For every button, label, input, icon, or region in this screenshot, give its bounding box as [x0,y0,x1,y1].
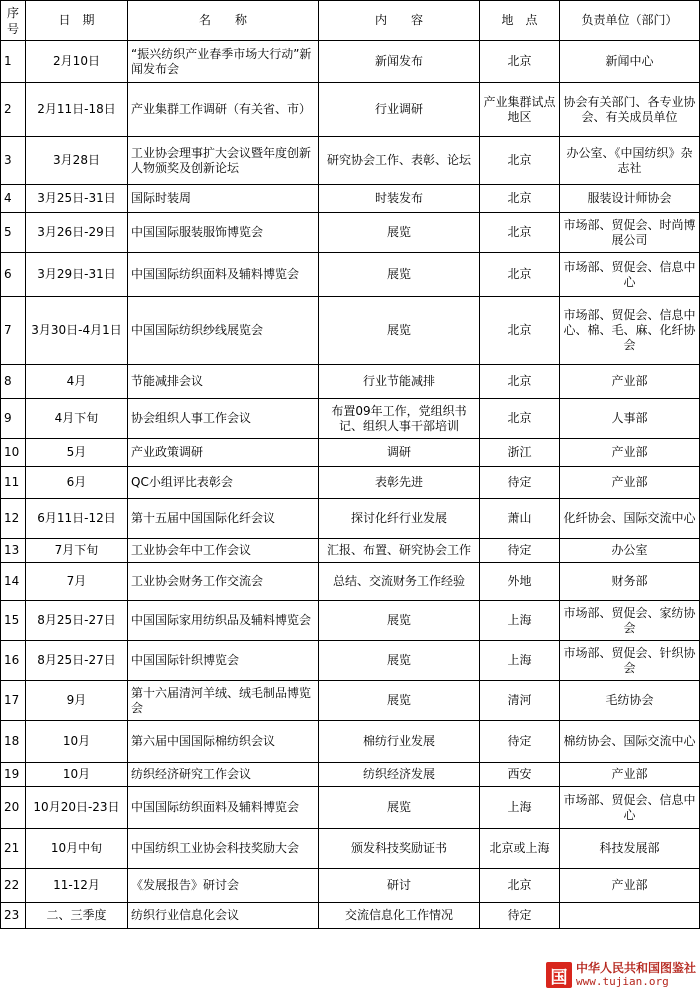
cell-place: 上海 [480,787,560,829]
cell-unit: 办公室 [560,539,700,563]
cell-date: 10月 [26,721,128,763]
cell-no: 18 [1,721,26,763]
cell-place: 北京 [480,297,560,365]
header-date: 日 期 [26,1,128,41]
cell-name: 工业协会年中工作会议 [128,539,319,563]
cell-unit: 新闻中心 [560,41,700,83]
cell-content: 纺织经济发展 [319,763,480,787]
cell-place: 待定 [480,539,560,563]
cell-content: 展览 [319,601,480,641]
table-row [1,399,700,439]
watermark [546,960,698,990]
cell-date: 2月10日 [26,41,128,83]
header-row [1,1,700,41]
cell-name: 中国国际针织博览会 [128,641,319,681]
cell-content: 展览 [319,297,480,365]
cell-content: 调研 [319,439,480,467]
watermark-url: www.tujian.org [576,975,669,988]
cell-date: 8月25日-27日 [26,641,128,681]
cell-name: 国际时装周 [128,185,319,213]
cell-no: 14 [1,563,26,601]
cell-unit: 办公室、《中国纺织》杂志社 [560,137,700,185]
cell-unit: 产业部 [560,365,700,399]
cell-unit: 市场部、贸促会、家纺协会 [560,601,700,641]
cell-name: 中国国际纺织面料及辅料博览会 [128,253,319,297]
cell-unit: 市场部、贸促会、信息中心、棉、毛、麻、化纤协会 [560,297,700,365]
cell-content: 总结、交流财务工作经验 [319,563,480,601]
table-row [1,787,700,829]
table-row [1,499,700,539]
cell-date: 7月下旬 [26,539,128,563]
table-row [1,213,700,253]
cell-name: 第十五届中国国际化纤会议 [128,499,319,539]
cell-no: 9 [1,399,26,439]
table-row [1,563,700,601]
cell-unit: 科技发展部 [560,829,700,869]
cell-no: 16 [1,641,26,681]
cell-name: 工业协会财务工作交流会 [128,563,319,601]
cell-no: 17 [1,681,26,721]
cell-unit: 协会有关部门、各专业协会、有关成员单位 [560,83,700,137]
cell-place: 清河 [480,681,560,721]
cell-date: 3月29日-31日 [26,253,128,297]
cell-unit: 产业部 [560,869,700,903]
cell-date: 10月 [26,763,128,787]
table-row [1,829,700,869]
header-name: 名 称 [128,1,319,41]
cell-name: 工业协会理事扩大会议暨年度创新人物颁奖及创新论坛 [128,137,319,185]
header-no: 序号 [1,1,26,41]
cell-content: 展览 [319,253,480,297]
cell-content: 棉纺行业发展 [319,721,480,763]
cell-place: 北京 [480,365,560,399]
table-row [1,83,700,137]
table-row [1,539,700,563]
cell-name: 产业政策调研 [128,439,319,467]
cell-unit: 产业部 [560,763,700,787]
cell-no: 15 [1,601,26,641]
cell-name: 纺织行业信息化会议 [128,903,319,929]
cell-date: 3月30日-4月1日 [26,297,128,365]
cell-unit [560,903,700,929]
table-row [1,137,700,185]
cell-place: 待定 [480,903,560,929]
cell-place: 浙江 [480,439,560,467]
cell-content: 展览 [319,787,480,829]
watermark-name: 中华人民共和国图鉴社 [576,961,697,975]
cell-content: 展览 [319,641,480,681]
cell-no: 20 [1,787,26,829]
cell-unit: 化纤协会、国际交流中心 [560,499,700,539]
table-row [1,467,700,499]
cell-unit: 产业部 [560,467,700,499]
cell-content: 时装发布 [319,185,480,213]
cell-no: 8 [1,365,26,399]
cell-no: 2 [1,83,26,137]
table-row [1,869,700,903]
cell-date: 3月28日 [26,137,128,185]
cell-date: 2月11日-18日 [26,83,128,137]
cell-no: 21 [1,829,26,869]
cell-name: 中国国际家用纺织品及辅料博览会 [128,601,319,641]
table-row [1,601,700,641]
cell-no: 11 [1,467,26,499]
cell-content: 交流信息化工作情况 [319,903,480,929]
cell-unit: 市场部、贸促会、时尚博展公司 [560,213,700,253]
cell-place: 北京 [480,137,560,185]
cell-name: 中国国际服装服饰博览会 [128,213,319,253]
cell-date: 4月下旬 [26,399,128,439]
table-row [1,721,700,763]
cell-place: 产业集群试点地区 [480,83,560,137]
cell-place: 北京 [480,41,560,83]
cell-date: 8月25日-27日 [26,601,128,641]
cell-no: 5 [1,213,26,253]
cell-name: 第六届中国国际棉纺织会议 [128,721,319,763]
cell-date: 6月11日-12日 [26,499,128,539]
cell-no: 1 [1,41,26,83]
cell-name: 《发展报告》研讨会 [128,869,319,903]
cell-name: 第十六届清河羊绒、绒毛制品博览会 [128,681,319,721]
cell-place: 北京 [480,213,560,253]
cell-place: 待定 [480,467,560,499]
cell-unit: 毛纺协会 [560,681,700,721]
table-row [1,297,700,365]
cell-name: 纺织经济研究工作会议 [128,763,319,787]
cell-place: 待定 [480,721,560,763]
cell-date: 10月中旬 [26,829,128,869]
cell-name: “振兴纺织产业春季市场大行动”新闻发布会 [128,41,319,83]
cell-place: 北京 [480,399,560,439]
cell-content: 展览 [319,213,480,253]
cell-name: 中国国际纺织纱线展览会 [128,297,319,365]
header-unit: 负责单位（部门） [560,1,700,41]
cell-content: 布置09年工作，党组织书记、组织人事干部培训 [319,399,480,439]
cell-no: 12 [1,499,26,539]
tujian-logo-icon: 国 [546,962,572,988]
cell-place: 北京 [480,185,560,213]
cell-date: 3月25日-31日 [26,185,128,213]
cell-content: 研究协会工作、表彰、论坛 [319,137,480,185]
header-place: 地 点 [480,1,560,41]
cell-no: 10 [1,439,26,467]
table-row [1,903,700,929]
cell-date: 5月 [26,439,128,467]
cell-name: 节能减排会议 [128,365,319,399]
cell-date: 二、三季度 [26,903,128,929]
cell-place: 萧山 [480,499,560,539]
table-row [1,763,700,787]
table-row [1,41,700,83]
table-row [1,681,700,721]
cell-content: 颁发科技奖励证书 [319,829,480,869]
cell-unit: 市场部、贸促会、针织协会 [560,641,700,681]
cell-name: 中国纺织工业协会科技奖励大会 [128,829,319,869]
cell-unit: 服装设计师协会 [560,185,700,213]
cell-content: 汇报、布置、研究协会工作 [319,539,480,563]
cell-content: 表彰先进 [319,467,480,499]
cell-place: 上海 [480,601,560,641]
cell-name: 中国国际纺织面料及辅料博览会 [128,787,319,829]
cell-content: 展览 [319,681,480,721]
cell-unit: 市场部、贸促会、信息中心 [560,787,700,829]
cell-no: 3 [1,137,26,185]
cell-unit: 市场部、贸促会、信息中心 [560,253,700,297]
cell-name: QC小组评比表彰会 [128,467,319,499]
cell-date: 9月 [26,681,128,721]
cell-date: 7月 [26,563,128,601]
table-row [1,365,700,399]
cell-date: 6月 [26,467,128,499]
cell-no: 22 [1,869,26,903]
cell-no: 23 [1,903,26,929]
cell-content: 新闻发布 [319,41,480,83]
cell-date: 11-12月 [26,869,128,903]
cell-unit: 人事部 [560,399,700,439]
cell-content: 研讨 [319,869,480,903]
cell-content: 行业调研 [319,83,480,137]
cell-place: 上海 [480,641,560,681]
cell-name: 协会组织人事工作会议 [128,399,319,439]
cell-place: 外地 [480,563,560,601]
cell-date: 3月26日-29日 [26,213,128,253]
cell-name: 产业集群工作调研（有关省、市） [128,83,319,137]
cell-date: 4月 [26,365,128,399]
header-content: 内 容 [319,1,480,41]
cell-no: 7 [1,297,26,365]
cell-place: 北京 [480,253,560,297]
cell-place: 西安 [480,763,560,787]
cell-content: 探讨化纤行业发展 [319,499,480,539]
cell-unit: 财务部 [560,563,700,601]
cell-no: 19 [1,763,26,787]
cell-unit: 产业部 [560,439,700,467]
cell-content: 行业节能减排 [319,365,480,399]
cell-place: 北京 [480,869,560,903]
cell-no: 4 [1,185,26,213]
table-row [1,253,700,297]
cell-date: 10月20日-23日 [26,787,128,829]
table-row [1,641,700,681]
cell-unit: 棉纺协会、国际交流中心 [560,721,700,763]
cell-no: 6 [1,253,26,297]
cell-place: 北京或上海 [480,829,560,869]
cell-no: 13 [1,539,26,563]
table-row [1,439,700,467]
table-row [1,185,700,213]
